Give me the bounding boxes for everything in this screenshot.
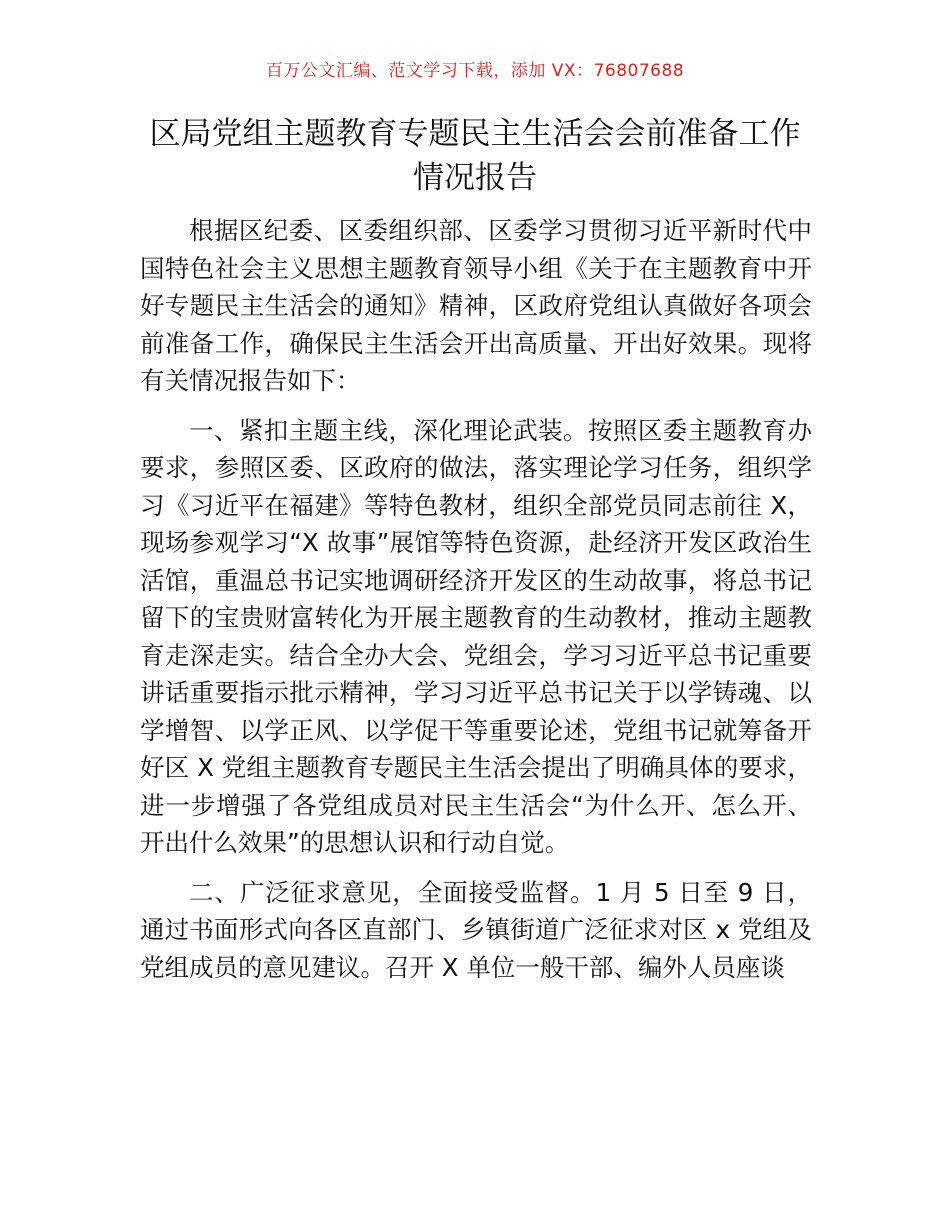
header-banner: 百万公文汇编、范文学习下载，添加 VX：76807688 <box>265 61 685 81</box>
paragraph-section-one: 一、紧扣主题主线，深化理论武装。按照区委主题教育办要求，参照区委、区政府的做法，落实理论学习任务，组织学习《习近平在福建》等特色教材，组织全部党员同志前往 X，现场参观学习“X 故事”展馆等特色资源，赴经济开发区政治生活馆，重温总书记实地调研经济开发区的生动故事，将总书记留下的宝贵财富转化为开展主题教育的生动教材，推动主题教育走深走实。结合全办大会、党组会，学习习近平总书记重要讲话重要指示批示精神，学习习近平总书记关于以学铸魂、以学增智、以学正风、以学促干等重要论述，党组书记就筹备开好区 X 党组主题教育专题民主生活会提出了明确具体的要求，进一步增强了各党组成员对民主生活会“为什么开、怎么开、开出什么效果”的思想认识和行动自觉。 <box>140 415 812 857</box>
document-body <box>140 212 812 998</box>
paragraph-intro: 根据区纪委、区委组织部、区委学习贯彻习近平新时代中国特色社会主义思想主题教育领导小组《关于在主题教育中开好专题民主生活会的通知》精神，区政府党组认真做好各项会前准备工作，确保民主生活会开出高质量、开出好效果。现将有关情况报告如下： <box>140 216 812 395</box>
paragraph-section-two: 二、广泛征求意见，全面接受监督。1 月 5 日至 9 日，通过书面形式向各区直部门、乡镇街道广泛征求对区 x 党组及党组成员的意见建议。召开 X 单位一般干部、编外人员座谈 <box>140 877 812 982</box>
document-title: 区局党组主题教育专题民主生活会会前准备工作情况报告 <box>149 116 801 196</box>
